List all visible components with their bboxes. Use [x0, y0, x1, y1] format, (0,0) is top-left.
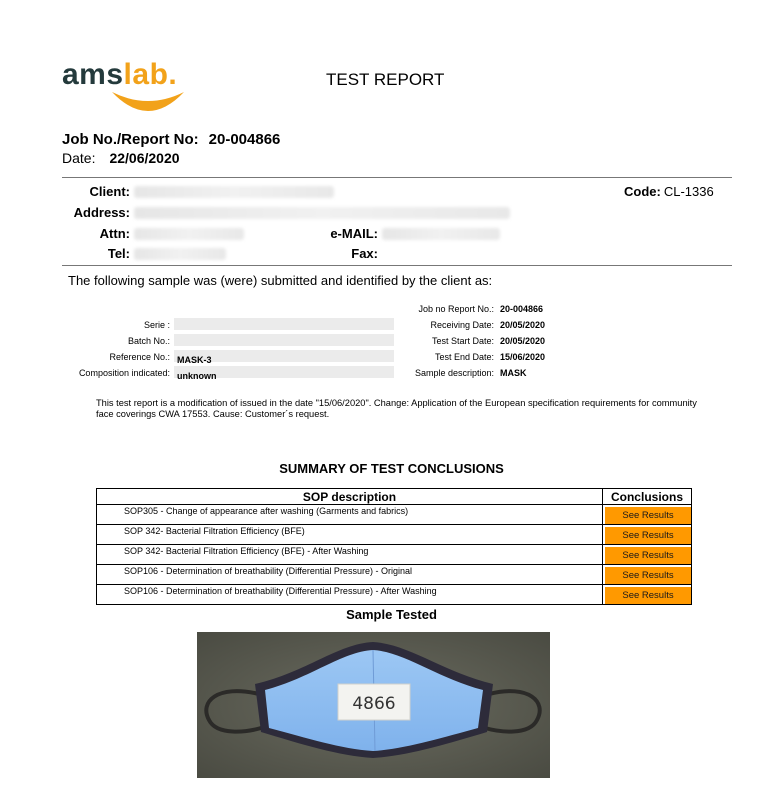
see-results-link[interactable]: See Results — [605, 507, 691, 524]
logo-text-dot: . — [168, 58, 178, 91]
sop-description: SOP106 - Determination of breathability (Differential Pressure) - After Washing — [97, 585, 603, 605]
client-label: Client: — [89, 184, 130, 199]
start-date-label: Test Start Date: — [431, 336, 494, 346]
logo-text-part1: ams — [62, 58, 124, 91]
fax-label: Fax: — [351, 246, 378, 261]
table-row — [97, 525, 692, 545]
sop-description: SOP305 - Change of appearance after washing (Garments and fabrics) — [97, 505, 603, 525]
tel-value-redacted — [134, 248, 226, 260]
batch-field — [174, 334, 394, 346]
receiving-date-value: 20/05/2020 — [500, 320, 546, 330]
table-row — [97, 545, 692, 565]
see-results-link[interactable]: See Results — [605, 547, 691, 564]
sop-description: SOP 342- Bacterial Filtration Efficiency (BFE) - After Washing — [97, 545, 603, 565]
reference-label: Reference No.: — [109, 352, 170, 362]
attn-label: Attn: — [99, 226, 130, 241]
summary-title: SUMMARY OF TEST CONCLUSIONS — [279, 461, 504, 476]
receiving-date-label: Receiving Date: — [430, 320, 494, 330]
divider-client — [62, 265, 732, 266]
conclusion-cell — [603, 565, 692, 585]
end-date-value: 15/06/2020 — [500, 352, 546, 362]
job-number-line — [62, 131, 280, 148]
sample-mask-photo — [197, 632, 550, 778]
start-date-value: 20/05/2020 — [500, 336, 546, 346]
composition-label: Composition indicated: — [78, 368, 170, 378]
code-value: CL-1336 — [663, 184, 714, 199]
sop-description: SOP106 - Determination of breathability (Differential Pressure) - Original — [97, 565, 603, 585]
date-line — [62, 150, 180, 166]
end-date-label: Test End Date: — [434, 352, 494, 362]
table-header-row — [97, 489, 692, 505]
tel-label: Tel: — [107, 246, 130, 261]
intro-text: The following sample was (were) submitted and identified by the client as: — [68, 273, 493, 288]
table-row — [97, 505, 692, 525]
jobno-label: Job no Report No.: — [418, 304, 494, 314]
job-label: Job No./Report No: — [62, 131, 199, 148]
conclusion-cell — [603, 525, 692, 545]
batch-label: Batch No.: — [127, 336, 170, 346]
date-label: Date: — [62, 150, 96, 166]
client-code — [624, 184, 714, 199]
sop-table — [96, 488, 692, 605]
logo-swoosh-icon — [108, 90, 188, 118]
photo-tag-text: 4866 — [352, 694, 396, 714]
divider-top — [62, 177, 732, 178]
report-title: TEST REPORT — [326, 70, 445, 89]
conclusion-cell — [603, 545, 692, 565]
sop-description: SOP 342- Bacterial Filtration Efficiency (BFE) — [97, 525, 603, 545]
code-label: Code: — [624, 184, 661, 199]
address-value-redacted — [134, 207, 510, 219]
serie-field — [174, 318, 394, 330]
composition-field — [174, 366, 394, 381]
jobno-value: 20-004866 — [500, 304, 544, 314]
conclusions-header: Conclusions — [603, 489, 692, 505]
sop-description-header: SOP description — [97, 489, 603, 505]
see-results-link[interactable]: See Results — [605, 567, 691, 584]
sample-description-value: MASK — [500, 368, 527, 378]
date-value: 22/06/2020 — [109, 150, 180, 166]
serie-label: Serie : — [143, 320, 170, 330]
reference-value: MASK-3 — [177, 355, 212, 365]
logo-text-part2: lab — [123, 58, 169, 91]
composition-value: unknown — [177, 371, 217, 381]
amslab-logo — [62, 58, 177, 92]
modification-note: This test report is a modification of issued in the date "15/06/2020". Change: Application of the European specification requirements for community face coverings CWA 17553. Cause: Customer´s request. — [96, 398, 697, 419]
see-results-link[interactable]: See Results — [605, 527, 691, 544]
sample-description-label: Sample description: — [414, 368, 494, 378]
email-label: e-MAIL: — [330, 226, 378, 241]
attn-value-redacted — [134, 228, 244, 240]
job-number: 20-004866 — [208, 131, 281, 148]
sample-tested-title: Sample Tested — [346, 607, 437, 622]
client-value-redacted — [134, 186, 334, 198]
conclusion-cell — [603, 585, 692, 605]
reference-field — [174, 350, 394, 365]
see-results-link[interactable]: See Results — [605, 587, 691, 604]
address-label: Address: — [73, 205, 130, 220]
table-row — [97, 585, 692, 605]
conclusion-cell — [603, 505, 692, 525]
table-row — [97, 565, 692, 585]
email-value-redacted — [382, 228, 500, 240]
